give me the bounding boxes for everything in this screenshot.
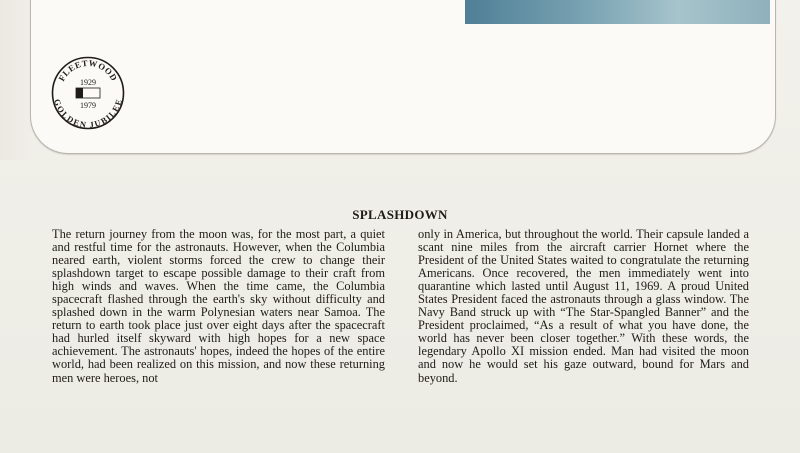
seal-bottom-text: GOLDEN JUBILEE xyxy=(52,98,124,130)
seal-box-fill xyxy=(76,88,83,98)
right-column-text: only in America, but throughout the world. Their capsule landed a scant nine miles from the aircraft carrier Hornet where the President of the United States waited to congratulate the returning Americans. Once recovered, the men immediately went into quarantine which lasted until August 11, 1969. A proud United States President faced the astronauts through a glass window. The Navy Band struck up with “The Star-Spangled Banner” and the President proclaimed, “As a result of what you have done, the world has never been closer together.” With these words, the legendary Apollo XI mission ended. Man had visited the moon and now he would set his gaze outward, bound for Mars and beyond. xyxy=(418,227,749,385)
article-left-column xyxy=(52,228,385,385)
seal-top-text: FLEETWOOD xyxy=(56,57,120,83)
left-column-text: The return journey from the moon was, for the most part, a quiet and restful time for the astronauts. However, when the Columbia neared earth, violent storms forced the crew to change their splashdown target to escape possible damage to their craft from high winds and waves. When the time came, the Columbia spacecraft flashed through the earth's sky without difficulty and splashed down in the warm Polynesian waters near Samoa. The return to earth took place just over eight days after the spacecraft had hurled itself skyward with high hopes for a new space achievement. The astronauts' hopes, indeed the hopes of the entire world, had been realized on this mission, and now these returning men were heroes, not xyxy=(52,227,385,385)
stamp-strip xyxy=(465,0,770,24)
seal-year-start: 1929 xyxy=(80,78,96,87)
fleetwood-seal-icon xyxy=(51,56,125,130)
article-right-column xyxy=(418,228,749,385)
flap-left-edge xyxy=(0,0,32,160)
seal-year-end: 1979 xyxy=(80,101,96,110)
fleetwood-seal xyxy=(51,56,125,130)
article-title: SPLASHDOWN xyxy=(352,207,448,222)
